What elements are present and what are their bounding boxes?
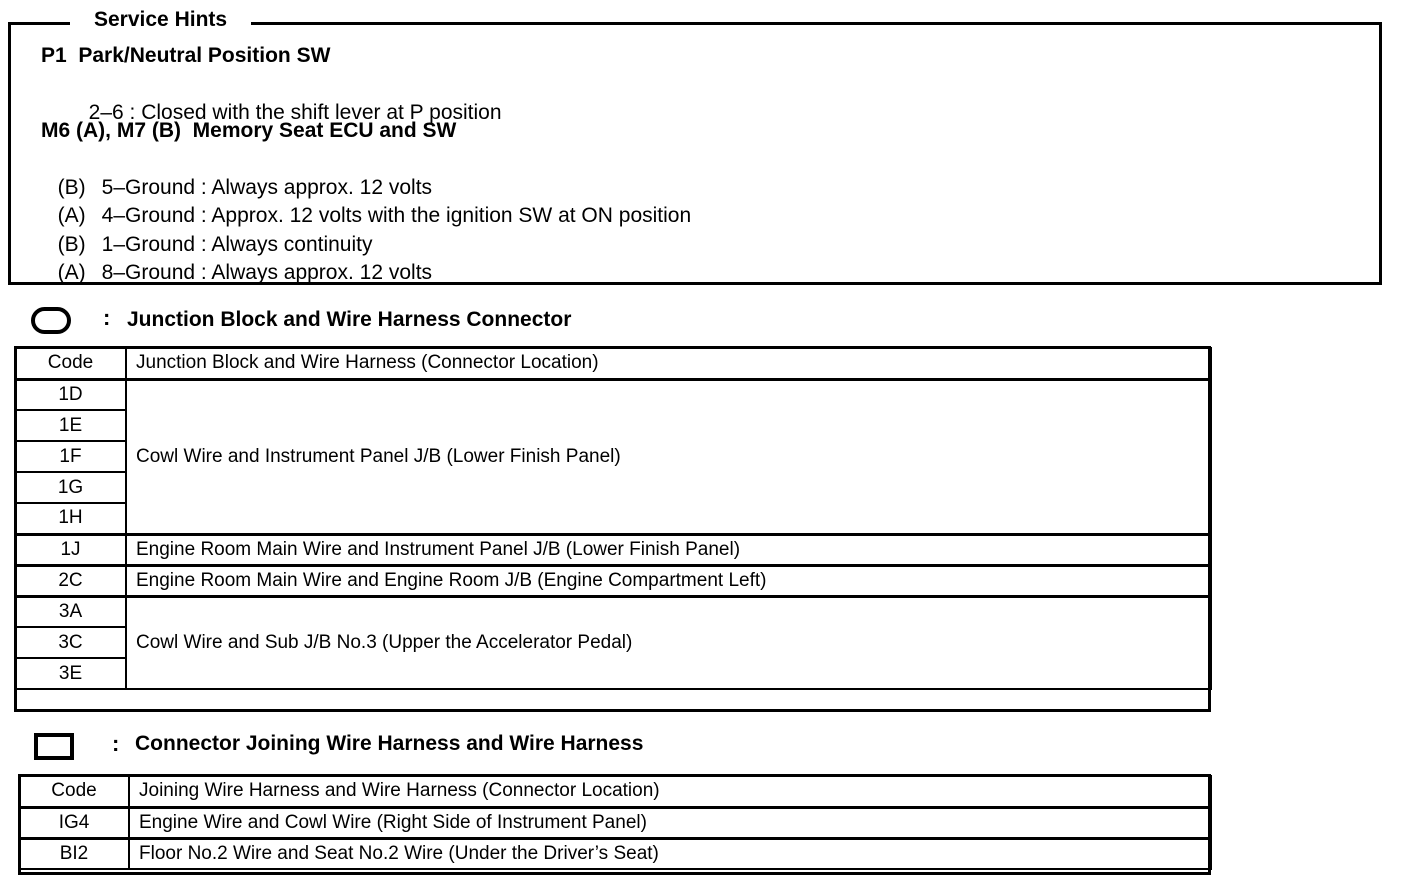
section-colon: :	[112, 731, 120, 756]
code-cell: BI2	[19, 838, 129, 869]
description-cell: Floor No.2 Wire and Seat No.2 Wire (Under the Driver’s Seat)	[129, 838, 1211, 869]
hint-condition: : Approx. 12 volts with the ignition SW at ON position	[195, 204, 692, 227]
hint-condition: : Always continuity	[195, 233, 373, 256]
description-cell: Cowl Wire and Sub J/B No.3 (Upper the Accelerator Pedal)	[126, 596, 1211, 689]
code-cell: 1D	[15, 379, 126, 410]
description-cell: Engine Room Main Wire and Engine Room J/B (Engine Compartment Left)	[126, 565, 1211, 596]
description-cell: Engine Room Main Wire and Instrument Panel J/B (Lower Finish Panel)	[126, 534, 1211, 565]
code-cell: 1E	[15, 410, 126, 441]
hint-pins: 5–Ground	[101, 176, 196, 199]
service-hints-title: Service Hints	[70, 7, 251, 33]
hint-connector: (A)	[57, 261, 86, 284]
hint-connector: (B)	[57, 233, 86, 256]
section-colon: :	[103, 305, 111, 330]
column-header-description: Junction Block and Wire Harness (Connector Location)	[126, 348, 1211, 379]
code-cell: 1G	[15, 472, 126, 503]
table-row	[15, 565, 1211, 596]
connector-joining-table	[18, 775, 1212, 870]
table-row	[15, 379, 1211, 410]
junction-block-table	[14, 347, 1212, 690]
description-cell: Cowl Wire and Instrument Panel J/B (Lower Finish Panel)	[126, 379, 1211, 534]
table-header-row	[19, 776, 1211, 807]
code-cell: IG4	[19, 807, 129, 838]
description-cell: Engine Wire and Cowl Wire (Right Side of Instrument Panel)	[129, 807, 1211, 838]
table-row	[15, 596, 1211, 627]
code-cell: 3E	[15, 658, 126, 689]
hint-line	[46, 234, 432, 286]
code-cell: 3A	[15, 596, 126, 627]
hint-heading-p1: P1 Park/Neutral Position SW	[41, 44, 331, 67]
table-row	[15, 534, 1211, 565]
rounded-rectangle-icon	[31, 307, 71, 334]
junction-block-section-title: Junction Block and Wire Harness Connector	[127, 308, 572, 331]
hint-connector: (A)	[57, 204, 86, 227]
table-header-row	[15, 348, 1211, 379]
code-cell: 1J	[15, 534, 126, 565]
hint-connector: (B)	[57, 176, 86, 199]
hint-pins: 2–6	[88, 101, 124, 124]
table-row	[19, 807, 1211, 838]
table-row	[19, 838, 1211, 869]
hint-pins: 8–Ground	[101, 261, 196, 284]
hint-condition: : Closed with the shift lever at P position	[123, 101, 502, 124]
code-cell: 1F	[15, 441, 126, 472]
column-header-description: Joining Wire Harness and Wire Harness (Connector Location)	[129, 776, 1211, 807]
column-header-code: Code	[15, 348, 126, 379]
hint-pins: 1–Ground	[101, 233, 196, 256]
hint-heading-m6-m7: M6 (A), M7 (B) Memory Seat ECU and SW	[41, 119, 457, 142]
code-cell: 2C	[15, 565, 126, 596]
column-header-code: Code	[19, 776, 129, 807]
connector-joining-section-title: Connector Joining Wire Harness and Wire Harness	[135, 732, 644, 755]
hint-condition: : Always approx. 12 volts	[195, 261, 433, 284]
code-cell: 3C	[15, 627, 126, 658]
square-rectangle-icon	[34, 733, 74, 760]
hint-pins: 4–Ground	[101, 204, 196, 227]
code-cell: 1H	[15, 503, 126, 534]
hint-condition: : Always approx. 12 volts	[195, 176, 433, 199]
